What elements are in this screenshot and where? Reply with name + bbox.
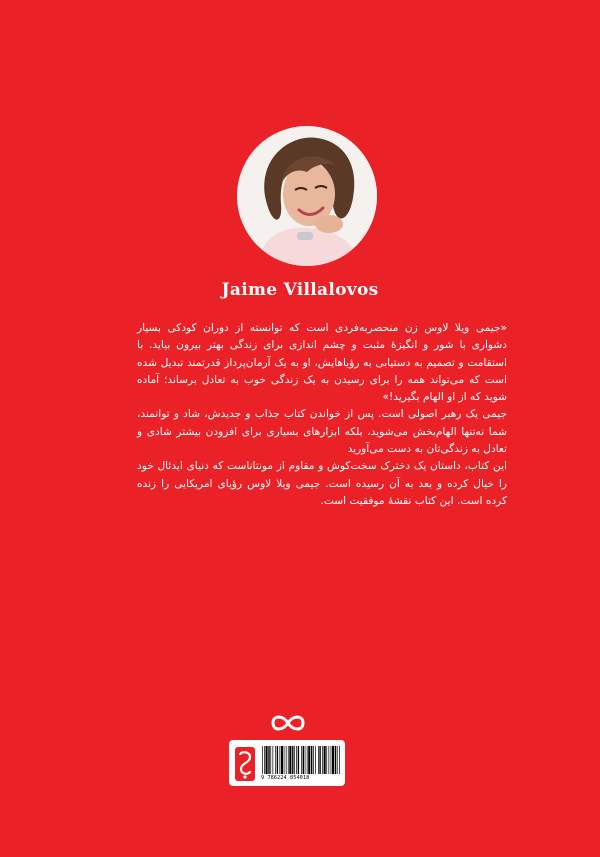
isbn-barcode-box (229, 740, 345, 786)
back-cover-blurb (137, 320, 507, 510)
blurb-paragraph: جیمی یک رهبر اصولی است. پس از خواندن کتاب جذاب و جدیدش، شاد و توانمند، شما نه‌تنها الهام‌بخش می‌شوید، بلکه ابزارهای بسیاری برای افزودن بیشتر شادی و تعادل به زندگی‌تان به دست می‌آورید (137, 408, 507, 456)
author-photo-icon (237, 126, 377, 266)
blurb-paragraph: «جیمی ویلا لاوس زن منحصربه‌فردی است که توانسته از دوران کودکی بسیار دشواری با شور و انگیزهٔ مثبت و چشم اندازی برای زندگی بهتر بیرون بیاید. با استقامت و تصمیم به دستیابی به رؤیاهایش، او به یک آرمان‌پرداز قدرتمند تبدیل شده است که می‌تواند همه را برای رسیدن به یک زندگی خوب به تعادل برساند؛ آماده شوید که از او الهام بگیرید!» (137, 322, 507, 404)
isbn-number: 9 786224 854018 (261, 775, 310, 781)
blurb-paragraph: این کتاب، داستان یک دخترک سخت‌کوش و مقاوم از مونتاناست که دنیای ایدئال خود را خیال کرده و بعد به آن رسیده است. جیمی ویلا لاوس رؤیای امریکایی را زنده کرده است. این کتاب نقشهٔ موفقیت است. (137, 460, 507, 507)
publisher-logo-icon (235, 747, 255, 781)
barcode-icon (261, 746, 341, 774)
author-name: Jaime Villalovos (221, 280, 379, 300)
author-portrait (237, 126, 377, 266)
infinity-icon (269, 712, 307, 734)
